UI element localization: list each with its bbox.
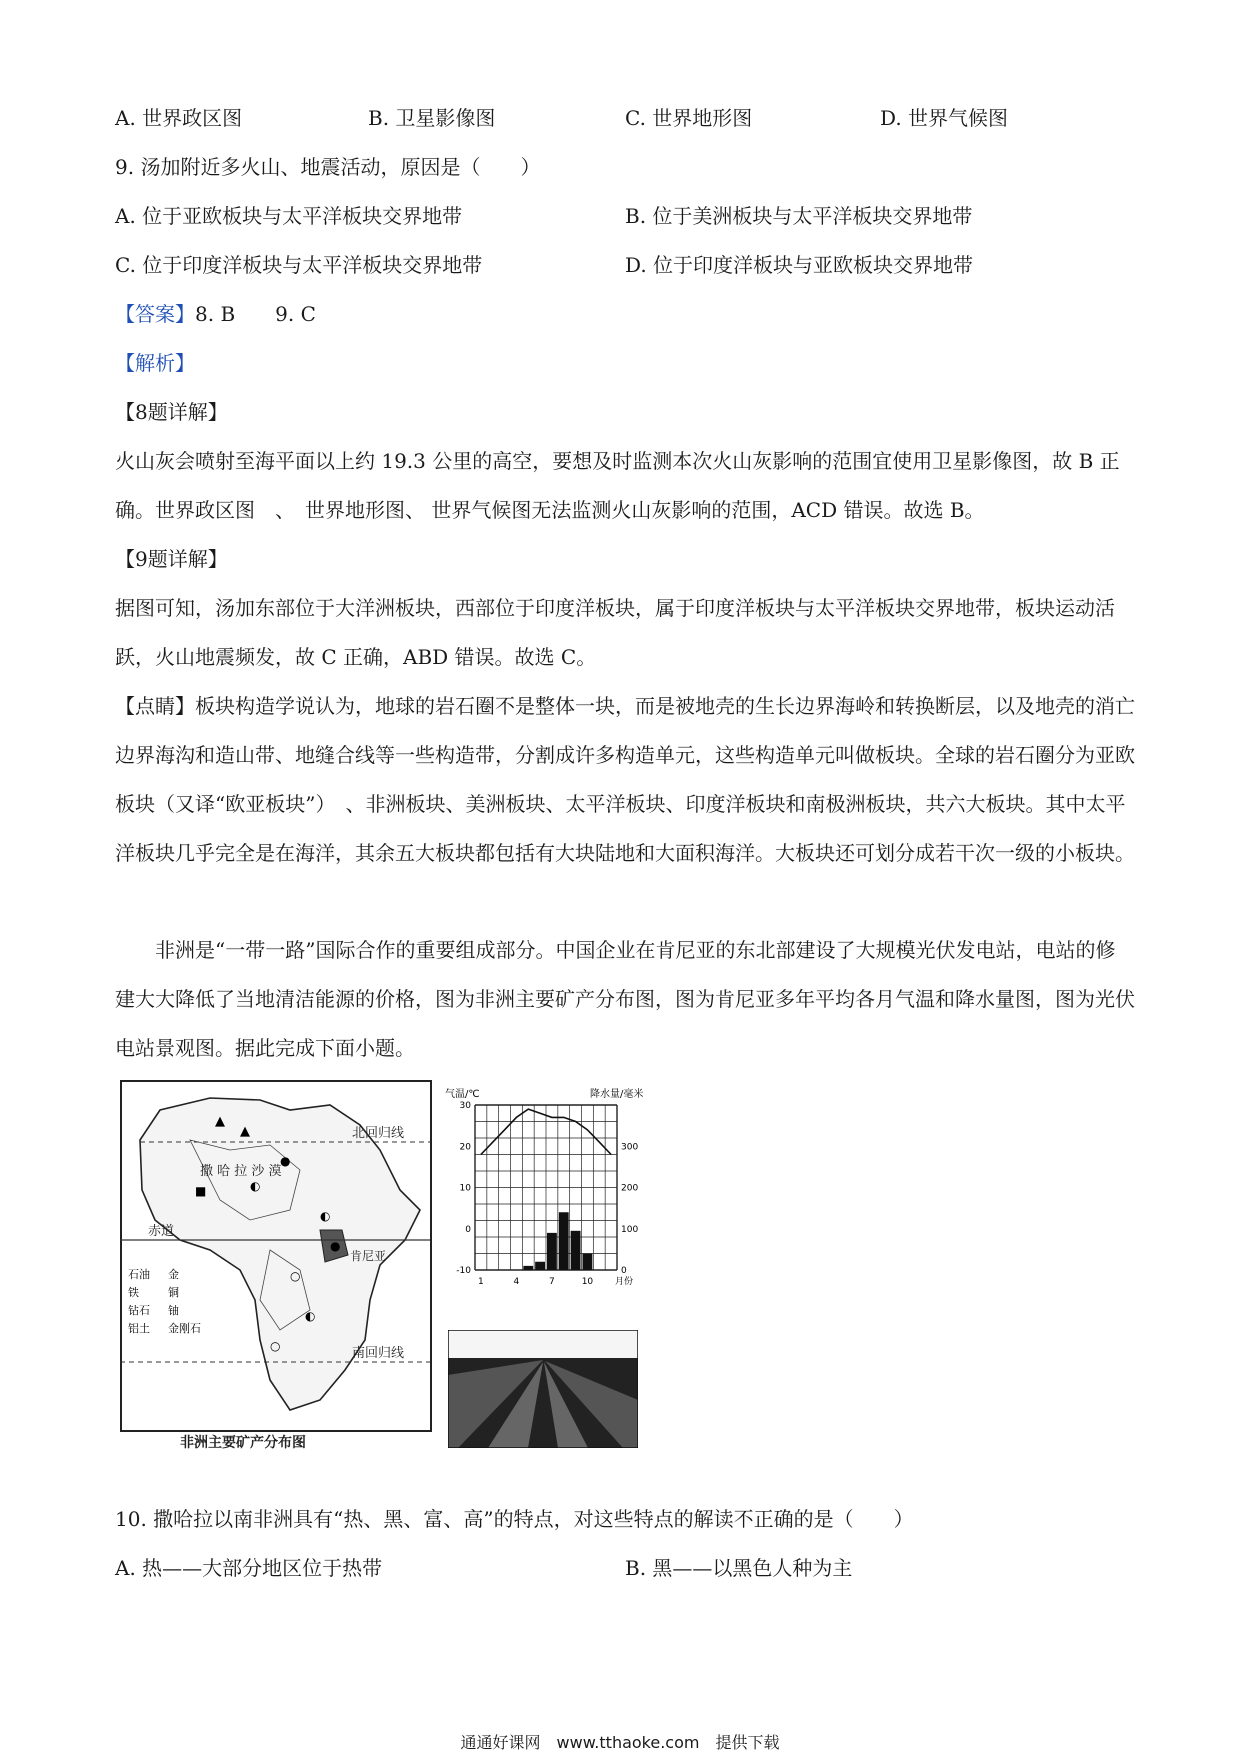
material-paragraph: 非洲是“一带一路”国际合作的重要组成部分。中国企业在肯尼亚的东北部建设了大规模光伏发电站，电站的修建大大降低了当地清洁能源的价格，图为非洲主要矿产分布图，图为肯尼亚多年平均各月气温和降水量图，图为光伏电站景观图。据此完成下面小题。: [115, 938, 1135, 1060]
answer-label: 【答案】: [115, 302, 195, 326]
climate-chart-svg: [445, 1085, 650, 1300]
precip-bar-5: [523, 1266, 533, 1270]
left-tick-label: -10: [456, 1266, 471, 1276]
left-tick-label: 0: [465, 1224, 471, 1235]
svg-text:铜: 铜: [168, 1286, 179, 1299]
right-tick-label: 0: [621, 1266, 627, 1276]
x-tick-label: 1: [478, 1277, 484, 1287]
africa-mineral-map: [120, 1080, 435, 1454]
precip-bar-8: [559, 1212, 569, 1270]
tip-label: 【点睛】: [115, 694, 195, 718]
detail9-label: 【9题详解】: [115, 547, 228, 571]
svg-text:铁: 铁: [128, 1286, 139, 1299]
map-title: 非洲主要矿产分布图: [180, 1435, 306, 1450]
x-tick-label: 4: [513, 1277, 520, 1287]
q8-option-c: C. 世界地形图: [625, 106, 753, 130]
tropic-north-label: 北回归线: [352, 1126, 405, 1141]
equator-label: 赤道: [148, 1224, 175, 1239]
q10-option-b: B. 黑——以黑色人种为主: [625, 1556, 853, 1580]
svg-text:钻石: 钻石: [128, 1304, 150, 1317]
solar-photo-svg: [448, 1330, 638, 1448]
q9-stem: 9. 汤加附近多火山、地震活动，原因是（ ）: [115, 155, 541, 179]
chart-ylabel-left: 气温/℃: [445, 1089, 480, 1100]
chart-ylabel-right: 降水量/毫米: [590, 1089, 644, 1100]
svg-text:■: ■: [195, 1184, 207, 1198]
q9-option-c: C. 位于印度洋板块与太平洋板块交界地带: [115, 253, 483, 277]
detail8-text: 火山灰会喷射至海平面以上约 19.3 公里的高空，要想及时监测本次火山灰影响的范围宜使用卫星影像图，故 B 正确。世界政区图 、 世界地形图、 世界气候图无法监测火山灰影响的范围，ACD 错误。故选 B。: [115, 449, 1120, 522]
svg-text:铀: 铀: [168, 1304, 179, 1317]
q10-option-a: A. 热——大部分地区位于热带: [115, 1556, 383, 1580]
answer-text: 8. B 9. C: [195, 302, 316, 326]
svg-text:◐: ◐: [250, 1179, 261, 1193]
precip-bar-9: [571, 1231, 581, 1270]
q9-option-b: B. 位于美洲板块与太平洋板块交界地带: [625, 204, 973, 228]
climate-chart: [445, 1085, 650, 1304]
left-tick-label: 30: [459, 1101, 471, 1111]
x-tick-label: 7: [549, 1277, 555, 1287]
answer-line: [115, 300, 316, 328]
q8-option-a: A. 世界政区图: [115, 106, 243, 130]
svg-text:▲: ▲: [215, 1114, 225, 1129]
svg-text:●: ●: [280, 1154, 291, 1168]
svg-text:○: ○: [290, 1269, 301, 1283]
svg-text:◐: ◐: [305, 1309, 316, 1323]
tropic-south-label: 南回归线: [352, 1346, 405, 1361]
right-tick-label: 200: [621, 1183, 639, 1194]
detail9-text: 据图可知，汤加东部位于大洋洲板块，西部位于印度洋板块，属于印度洋板块与太平洋板块交界地带，板块运动活跃，火山地震频发，故 C 正确，ABD 错误。故选 C。: [115, 596, 1115, 669]
kenya-label: 肯尼亚: [350, 1249, 387, 1263]
sahara-label: 撒 哈 拉 沙 漠: [200, 1164, 282, 1179]
q9-option-a: A. 位于亚欧板块与太平洋板块交界地带: [115, 204, 463, 228]
svg-text:●: ●: [330, 1239, 341, 1253]
svg-text:石油: 石油: [128, 1268, 150, 1281]
q10-stem: 10. 撒哈拉以南非洲具有“热、黑、富、高”的特点，对这些特点的解读不正确的是（ ）: [115, 1507, 914, 1531]
x-tick-label: 10: [581, 1277, 594, 1287]
page-footer: 通通好课网 www.tthaoke.com 提供下载: [460, 1733, 780, 1752]
svg-text:○: ○: [270, 1339, 281, 1353]
analysis-label: 【解析】: [115, 351, 195, 375]
tip-text: 板块构造学说认为，地球的岩石圈不是整体一块，而是被地壳的生长边界海岭和转换断层，以及地壳的消亡边界海沟和造山带、地缝合线等一些构造带，分割成许多构造单元，这些构造单元叫做板块。全球的岩石圈分为亚欧板块（又译“欧亚板块”） 、非洲板块、美洲板块、太平洋板块、印度洋板块和南极洲板块，共六大板块。其中太平洋板块几乎完全是在海洋，其余五大板块都包括有大块陆地和大面积海洋。大板块还可划分成若干次一级的小板块。: [115, 694, 1135, 865]
left-tick-label: 10: [459, 1183, 471, 1194]
x-unit-label: 月份: [615, 1277, 634, 1287]
q9-option-d: D. 位于印度洋板块与亚欧板块交界地带: [625, 253, 974, 277]
detail8-label: 【8题详解】: [115, 400, 228, 424]
right-tick-label: 100: [621, 1224, 639, 1235]
svg-text:▲: ▲: [240, 1124, 250, 1139]
q8-option-d: D. 世界气候图: [880, 106, 1009, 130]
right-tick-label: 300: [621, 1142, 639, 1153]
africa-map-svg: [120, 1080, 435, 1450]
left-tick-label: 20: [459, 1142, 471, 1153]
solar-station-photo: [448, 1330, 638, 1452]
svg-text:◐: ◐: [320, 1209, 331, 1223]
svg-text:金刚石: 金刚石: [168, 1322, 201, 1335]
precip-bar-6: [535, 1262, 545, 1270]
svg-text:金: 金: [168, 1268, 179, 1281]
precip-bar-10: [583, 1254, 593, 1271]
precip-bar-7: [547, 1233, 557, 1270]
tip-paragraph: [115, 682, 1135, 878]
q8-option-b: B. 卫星影像图: [368, 106, 496, 130]
svg-text:铝土: 铝土: [128, 1322, 150, 1335]
